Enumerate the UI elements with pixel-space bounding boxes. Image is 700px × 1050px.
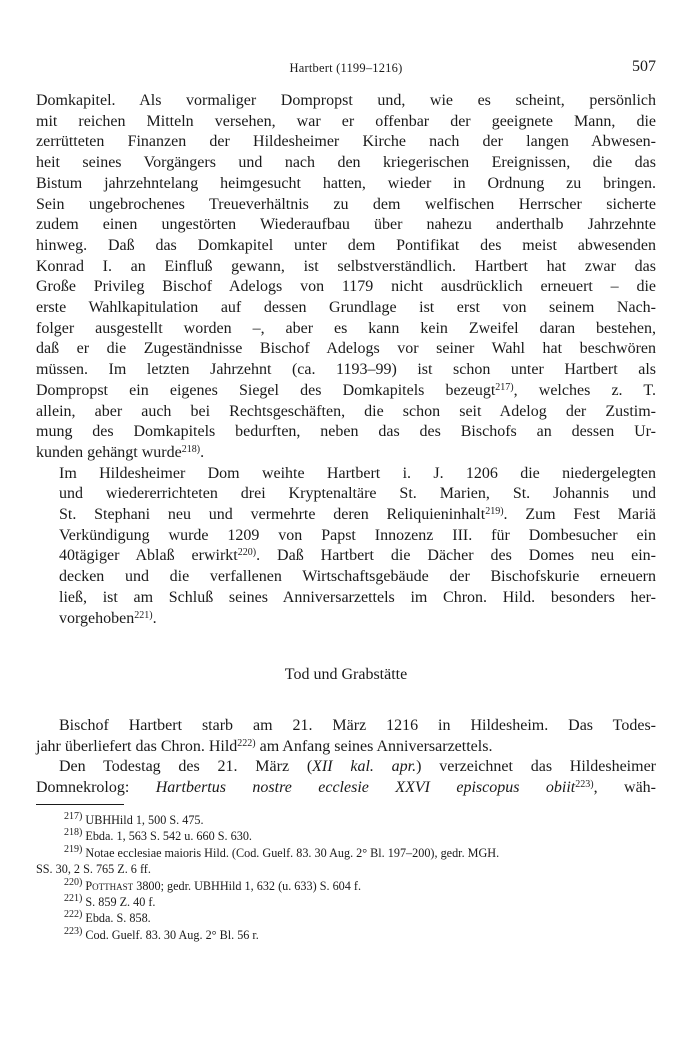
text-line: hinweg. Daß das Domkapitel unter dem Pontifikat des meist abwesenden [36,236,656,254]
text-fragment: vorgehoben [59,609,135,627]
italic-quotation: Hartbertus nostre ecclesie XXVI episcopus obiit [155,779,576,797]
text-line: erste Wahlkapitulation auf dessen Grundlage ist erst von seinem Nach- [36,299,656,317]
text-line: zudem einen ungestörten Wiederaufbau über nahezu anderthalb Jahrzehnte [36,216,656,234]
text-fragment: . Daß Hartbert die Dächer des Domes neu ein- [256,547,657,565]
footnote-ref-222[interactable]: 222) [237,737,256,749]
footnote-number: 221) [64,893,83,905]
text-line: Domkapitel. Als vormaliger Dompropst und, wie es scheint, persönlich [36,92,656,109]
text-line: müssen. Im letzten Jahrzehnt (ca. 1193–99) ist schon unter Hartbert als [36,361,656,379]
text-line: Bistum jahrzehntelang heimgesucht hatten, wieder in Ordnung zu bringen. [36,174,656,192]
text-fragment: kunden gehängt wurde [36,443,182,461]
paragraph-death [36,716,656,757]
text-line: Verkündigung wurde 1209 von Papst Innozenz III. für Dombesucher ein [59,526,656,544]
footnote-number: 218) [64,827,83,839]
footnote-ref-221[interactable]: 221) [134,609,153,621]
running-head: Hartbert (1199–1216) [289,61,403,75]
text-line: Bischof Hartbert starb am 21. März 1216 in Hildesheim. Das Todes- [59,716,656,734]
text-fragment: St. Stephani neu und vermehrte deren Reliquieninhalt [59,506,486,524]
footnote-218 [36,828,656,844]
footnote-ref-220[interactable]: 220) [237,547,257,559]
text-line [36,505,656,526]
text-line: daß er die Zugeständnisse Bischof Adelogs vor seiner Wahl hat beschwören [36,340,656,358]
footnote-number: 223) [64,925,83,937]
text-fragment: , wäh- [593,779,657,797]
footnote-ref-217[interactable]: 217) [495,381,514,393]
text-line: Große Privileg Bischof Adelogs von 1179 nicht ausdrücklich erneuert – die [36,278,656,296]
text-fragment: am Anfang seines Anniversarzettels. [255,737,493,755]
footnote-219 [36,845,656,861]
page-header [36,58,656,78]
footnote-223 [36,927,656,943]
text-line [36,757,656,778]
footnote-ref-218[interactable]: 218) [181,443,201,455]
text-fragment: ) verzeichnet das Hildesheimer [416,758,657,776]
text-line: mit reichen Mitteln versehen, war er offenbar der geeignete Mann, die [36,112,656,130]
text-fragment: . Zum Fest Mariä [503,506,657,524]
text-fragment: Domnekrolog: [36,779,156,797]
text-line: heit seines Vorgängers und nach den kriegerischen Ereignissen, die das [36,154,656,172]
footnotes [36,812,656,943]
text-line [36,443,656,464]
footnote-number: 222) [64,909,83,921]
footnote-text: Ebda. S. 858. [85,911,151,926]
text-line: zerrütteten Finanzen der Hildesheimer Kirche nach der langen Abwesen- [36,133,656,151]
footnote-number: 217) [64,811,83,822]
text-line: mung des Domkapitels bedurften, neben das des Bischofs an dessen Ur- [36,423,656,441]
text-line [36,381,656,402]
text-line: und wiedererrichteten drei Kryptenaltäre St. Marien, St. Johannis und [59,485,656,503]
text-line: Sein ungebrochenes Treueverhältnis zu dem welfischen Herrscher sicherte [36,195,656,213]
text-line: Konrad I. an Einfluß gewann, ist selbstverständlich. Hartbert hat zwar das [36,257,656,275]
paragraph-finances [36,91,656,464]
footnote-text: Cod. Guelf. 83. 30 Aug. 2° Bl. 56 r. [85,927,259,942]
page-number: 507 [632,58,656,75]
text-fragment: Dompropst ein eigenes Siegel des Domkapitels bezeugt [36,381,496,399]
main-text [36,91,656,799]
footnote-221 [36,894,656,910]
footnote-separator [36,804,124,805]
text-line: decken und die verfallenen Wirtschaftsgebäude der Bischofskurie erneuern [59,568,656,586]
footnote-number: 219) [64,843,83,855]
footnote-219-continuation: SS. 30, 2 S. 765 Z. 6 ff. [36,862,151,877]
footnote-author: Potthast [85,878,134,893]
text-line [36,546,656,567]
section-heading: Tod und Grabstätte [284,666,408,684]
text-line: allein, aber auch bei Rechtsgeschäften, die schon seit Adelog der Zustim- [36,402,656,420]
footnote-text: Notae ecclesiae maioris Hild. (Cod. Guelf. 83. 30 Aug. 2° Bl. 197–200), gedr. MGH. [85,845,500,860]
footnote-ref-223[interactable]: 223) [575,779,594,791]
text-fragment: Den Todestag des 21. März ( [59,758,313,776]
text-line [36,778,656,799]
footnote-text: 3800; gedr. UBHHild 1, 632 (u. 633) S. 604 f. [133,878,362,893]
text-fragment: . [152,609,157,627]
text-line [36,609,656,630]
footnote-222 [36,910,656,926]
footnote-number: 220) [64,876,83,888]
footnote-text: S. 859 Z. 40 f. [85,895,156,910]
footnote-220 [36,878,656,894]
footnote-text: Ebda. 1, 563 S. 542 u. 660 S. 630. [85,829,252,844]
text-line [36,737,656,758]
footnote-ref-219[interactable]: 219) [485,506,504,518]
text-line: folger ausgestellt worden –, aber es kann kein Zweifel daran bestehen, [36,319,656,337]
text-line: ließ, ist am Schluß seines Anniversarzettels im Chron. Hild. besonders her- [59,588,656,606]
footnote-text: UBHHild 1, 500 S. 475. [85,813,204,827]
text-fragment: 40tägiger Ablaß erwirkt [59,547,238,565]
text-fragment: , welches z. T. [513,381,656,399]
paragraph-necrology [36,757,656,798]
text-fragment: . [200,443,205,461]
italic-date: XII kal. apr. [312,758,417,776]
footnote-217 [36,812,656,828]
text-line: Im Hildesheimer Dom weihte Hartbert i. J. 1206 die niedergelegten [59,464,656,482]
text-fragment: jahr überliefert das Chron. Hild [36,737,238,755]
paragraph-cathedral [36,464,656,630]
